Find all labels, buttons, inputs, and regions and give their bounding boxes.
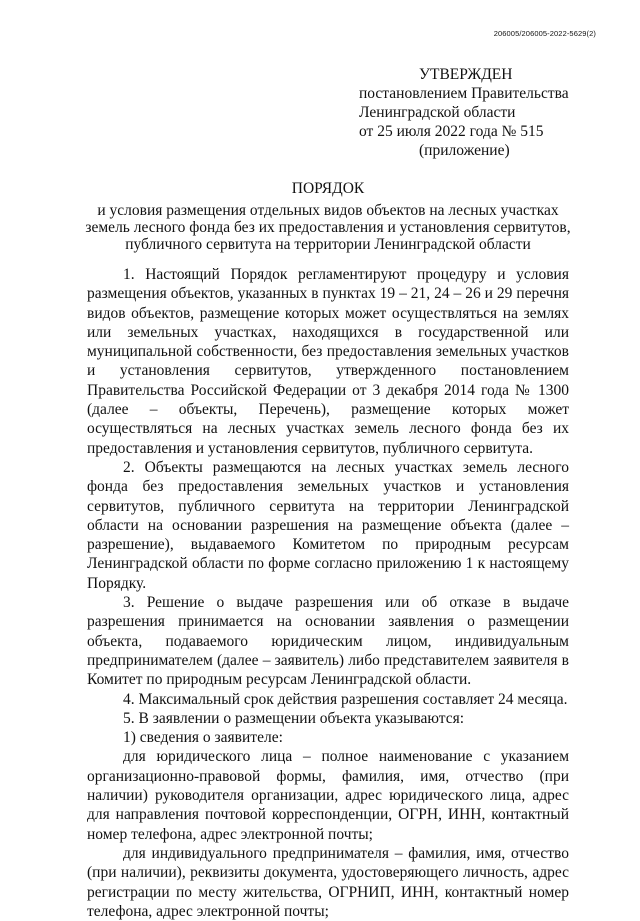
approval-line-decree: постановлением Правительства bbox=[359, 85, 569, 102]
document-subtitle-line-1: и условия размещения отдельных видов объектов на лесных участках bbox=[97, 202, 559, 219]
approval-stamp-block bbox=[359, 65, 589, 160]
document-subtitle-line-3: публичного сервитута на территории Ленинградской области bbox=[125, 236, 531, 253]
approval-line-date: от 25 июля 2022 года № 515 bbox=[359, 123, 544, 140]
approval-line-appendix: (приложение) bbox=[419, 142, 510, 159]
approval-line-region: Ленинградской области bbox=[359, 104, 516, 121]
paragraph-3: 3. Решение о выдаче разрешения или об отказе в выдаче разрешения принимается на основании заявления о размещении объекта, подаваемого юридическим лицом, индивидуальным предпринимателем (далее – заявитель) либо представителем заявителя в Комитет по природным ресурсам Ленинградской области. bbox=[87, 594, 569, 689]
paragraph-individual-entrepreneur: для индивидуального предпринимателя – фамилия, имя, отчество (при наличии), реквизиты документа, удостоверяющего личность, адрес регистрации по месту жительства, ОГРНИП, ИНН, контактный номер телефона, адрес электронной почты; bbox=[87, 844, 569, 920]
document-body bbox=[87, 265, 569, 921]
document-registration-number: 206005/206005-2022-5629(2) bbox=[493, 29, 596, 38]
approval-heading: УТВЕРЖДЕН bbox=[419, 66, 513, 83]
paragraph-1: 1. Настоящий Порядок регламентируют процедуру и условия размещения объектов, указанных в пунктах 19 – 21, 24 – 26 и 29 перечня видов объектов, размещение которых может осуществляться на землях или земельных участках, находящихся в государственной или муниципальной собственности, без предоставления земельных участков и установления сервитутов, утвержденного постановлением Правительства Российской Федерации от 3 декабря 2014 года № 1300 (далее – объекты, Перечень), размещение которых может осуществляться на лесных участках земель лесного фонда без их предоставления и установления сервитутов, публичного сервитута. bbox=[87, 266, 569, 457]
document-title: ПОРЯДОК bbox=[291, 180, 365, 197]
paragraph-legal-entity: для юридического лица – полное наименование с указанием организационно-правовой формы, фамилия, имя, отчество (при наличии) руководителя организации, адрес юридического лица, адрес для направления почтовой корреспонденции, ОГРН, ИНН, контактный номер телефона, адрес электронной почты; bbox=[87, 748, 569, 843]
paragraph-2: 2. Объекты размещаются на лесных участках земель лесного фонда без предоставления земельных участков и установления сервитутов, публичного сервитута на территории Ленинградской области на основании разрешения на размещение объекта (далее – разрешение), выдаваемого Комитетом по природным ресурсам Ленинградской области по форме согласно приложению 1 к настоящему Порядку. bbox=[87, 458, 569, 592]
document-subtitle-line-2: земель лесного фонда без их предоставления и установления сервитутов, bbox=[85, 219, 571, 236]
paragraph-5-item-1: 1) сведения о заявителе: bbox=[123, 729, 283, 747]
paragraph-4: 4. Максимальный срок действия разрешения составляет 24 месяца. bbox=[123, 690, 568, 708]
document-title-block bbox=[60, 180, 596, 253]
paragraph-5: 5. В заявлении о размещении объекта указываются: bbox=[123, 709, 465, 727]
